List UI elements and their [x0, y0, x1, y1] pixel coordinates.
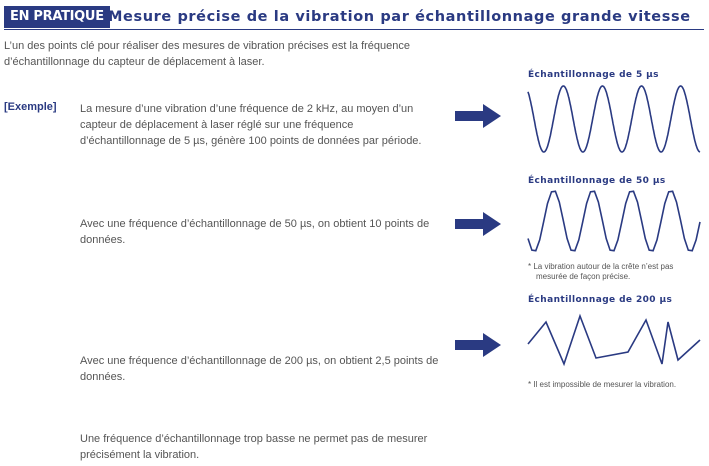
title-divider — [4, 29, 704, 30]
section-badge: EN PRATIQUE — [4, 6, 110, 28]
paragraph-50us: Avec une fréquence d’échantillonnage de 50 µs, on obtient 10 points de données. — [80, 218, 430, 246]
wave-caption-5us: Échantillonnage de 5 µs — [528, 70, 659, 80]
page-title: Mesure précise de la vibration par échantillonnage grande vitesse — [108, 9, 691, 25]
paragraph-200us: Avec une fréquence d’échantillonnage de 200 µs, on obtient 2,5 points de données. — [80, 355, 439, 383]
example-label: [Exemple] — [4, 101, 57, 113]
right-arrow-icon — [455, 212, 501, 236]
sampled-wave-50us — [528, 188, 700, 254]
wave-caption-200us: Échantillonnage de 200 µs — [528, 295, 673, 305]
note-line: mesurée de façon précise. — [536, 272, 631, 281]
note-50us — [528, 262, 673, 282]
right-arrow-icon — [455, 104, 501, 128]
sine-wave-5us — [528, 84, 700, 154]
wave-caption-50us: Échantillonnage de 50 µs — [528, 176, 666, 186]
note-200us: * Il est impossible de mesurer la vibration. — [528, 380, 677, 389]
note-line: * La vibration autour de la crête n’est pas — [528, 262, 674, 271]
triangle-wave-200us — [528, 312, 700, 368]
paragraph-conclusion: Une fréquence d’échantillonnage trop basse ne permet pas de mesurer précisément la vibration. — [80, 433, 428, 461]
right-arrow-icon — [455, 333, 501, 357]
paragraph-5us: La mesure d’une vibration d’une fréquence de 2 kHz, au moyen d’un capteur de déplacement à laser réglé sur une fréquence d’échantillonnage de 5 µs, génère 100 points de données par période. — [80, 103, 422, 147]
intro-paragraph: L’un des points clé pour réaliser des mesures de vibration précises est la fréquence d’échantillonnage du capteur de déplacement à laser. — [4, 40, 411, 68]
